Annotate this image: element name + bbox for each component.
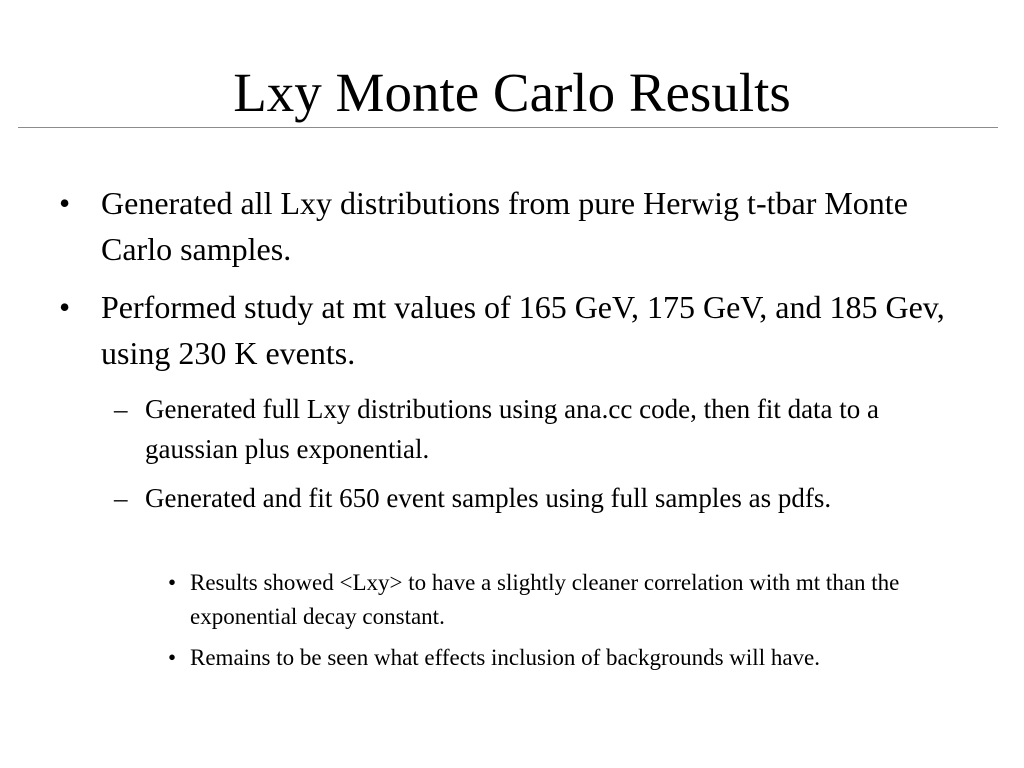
bullet-item	[59, 180, 959, 272]
slide-title: Lxy Monte Carlo Results	[233, 62, 791, 123]
title-divider	[18, 127, 998, 128]
sub-sub-bullet-text: Results showed <Lxy> to have a slightly cleaner correlation with mt than the exponential decay constant.	[190, 570, 900, 629]
bullet-marker: •	[59, 289, 71, 325]
sub-bullet-item	[114, 478, 974, 518]
bullet-marker: •	[59, 185, 71, 221]
sub-bullet-item	[114, 389, 974, 469]
bullet-text: Performed study at mt values of 165 GeV, 175 GeV, and 185 Gev, using 230 K events.	[101, 289, 945, 371]
bullet-item	[59, 284, 959, 376]
sub-sub-bullet-item	[168, 641, 988, 675]
sub-bullet-text: Generated and fit 650 event samples using full samples as pdfs.	[145, 483, 832, 513]
sub-bullet-text: Generated full Lxy distributions using ana.cc code, then fit data to a gaussian plus exponential.	[145, 394, 880, 464]
dash-marker: –	[114, 483, 128, 513]
bullet-text: Generated all Lxy distributions from pure Herwig t-tbar Monte Carlo samples.	[101, 185, 908, 267]
bullet-marker: •	[168, 645, 177, 670]
sub-sub-bullet-text: Remains to be seen what effects inclusion of backgrounds will have.	[190, 645, 820, 670]
sub-sub-bullet-item	[168, 566, 988, 634]
bullet-marker: •	[168, 570, 177, 595]
dash-marker: –	[114, 394, 128, 424]
